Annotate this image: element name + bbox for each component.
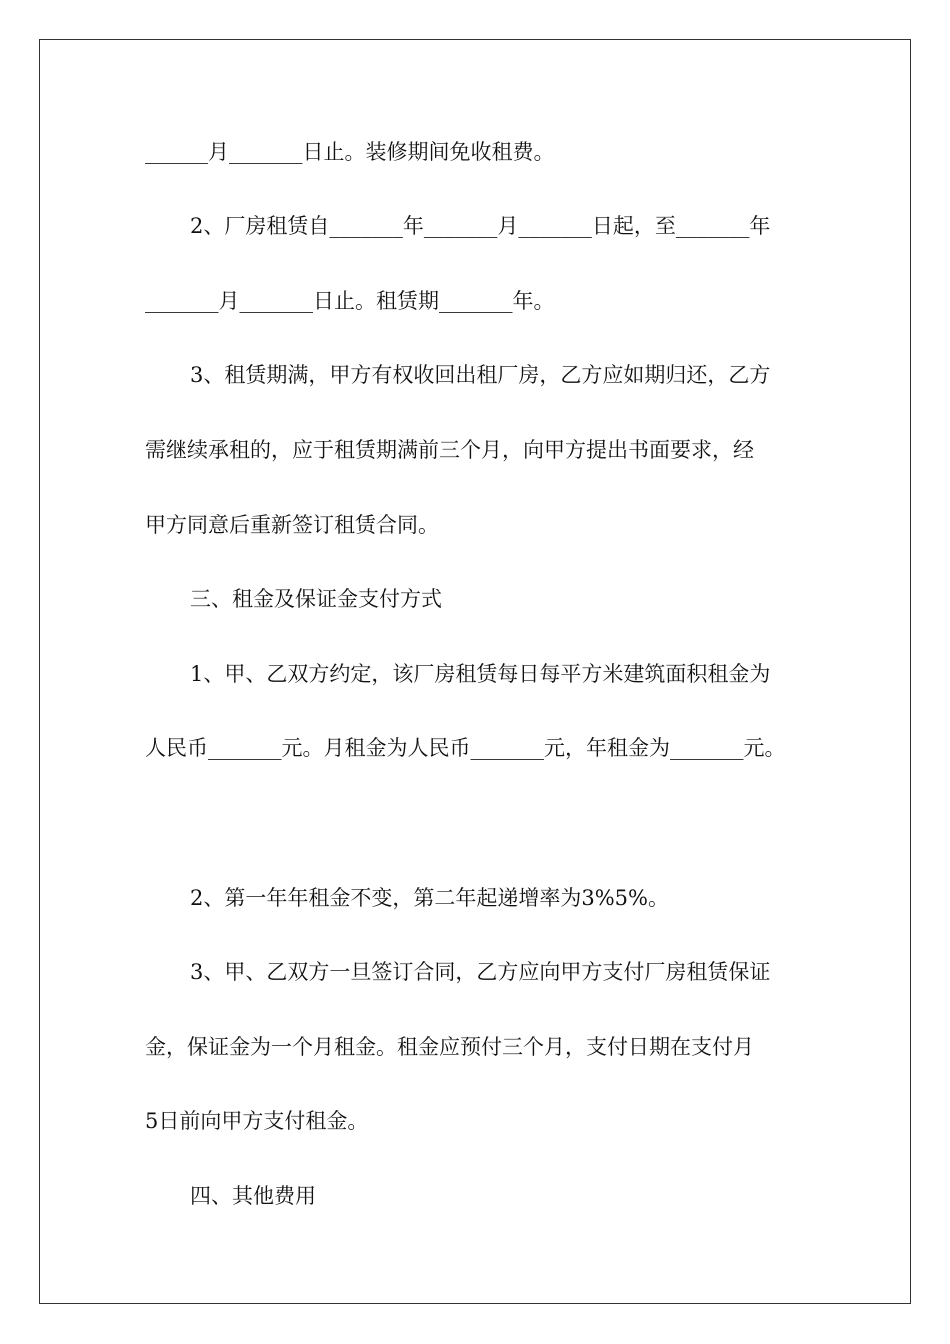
paragraph-line: 5日前向甲方支付租金。 [145,1109,369,1133]
paragraph-line: 3、租赁期满，甲方有权收回出租厂房，乙方应如期归还，乙方 [190,363,771,387]
section-heading: 三、租金及保证金支付方式 [190,587,442,611]
paragraph-line: 需继续承租的，应于租赁期满前三个月，向甲方提出书面要求，经 [145,438,754,462]
paragraph-line: ______月_______日止。装修期间免收租费。 [145,140,555,164]
paragraph-line: 2、厂房租赁自_______年_______月_______日起，至_______年 [190,214,771,238]
paragraph-line: 1、甲、乙双方约定，该厂房租赁每日每平方米建筑面积租金为 [190,662,771,686]
section-heading: 四、其他费用 [190,1184,316,1208]
paragraph-line: 甲方同意后重新签订租赁合同。 [145,513,439,537]
paragraph-line: 金，保证金为一个月租金。租金应预付三个月，支付日期在支付月 [145,1035,754,1059]
paragraph-line: 3、甲、乙双方一旦签订合同，乙方应向甲方支付厂房租赁保证 [190,960,771,984]
paragraph-line: 2、第一年年租金不变，第二年起递增率为3%5%。 [190,886,669,910]
paragraph-line: _______月_______日止。租赁期_______年。 [145,289,555,313]
paragraph-line: 人民币_______元。月租金为人民币_______元，年租金为_______元。 [145,736,786,760]
